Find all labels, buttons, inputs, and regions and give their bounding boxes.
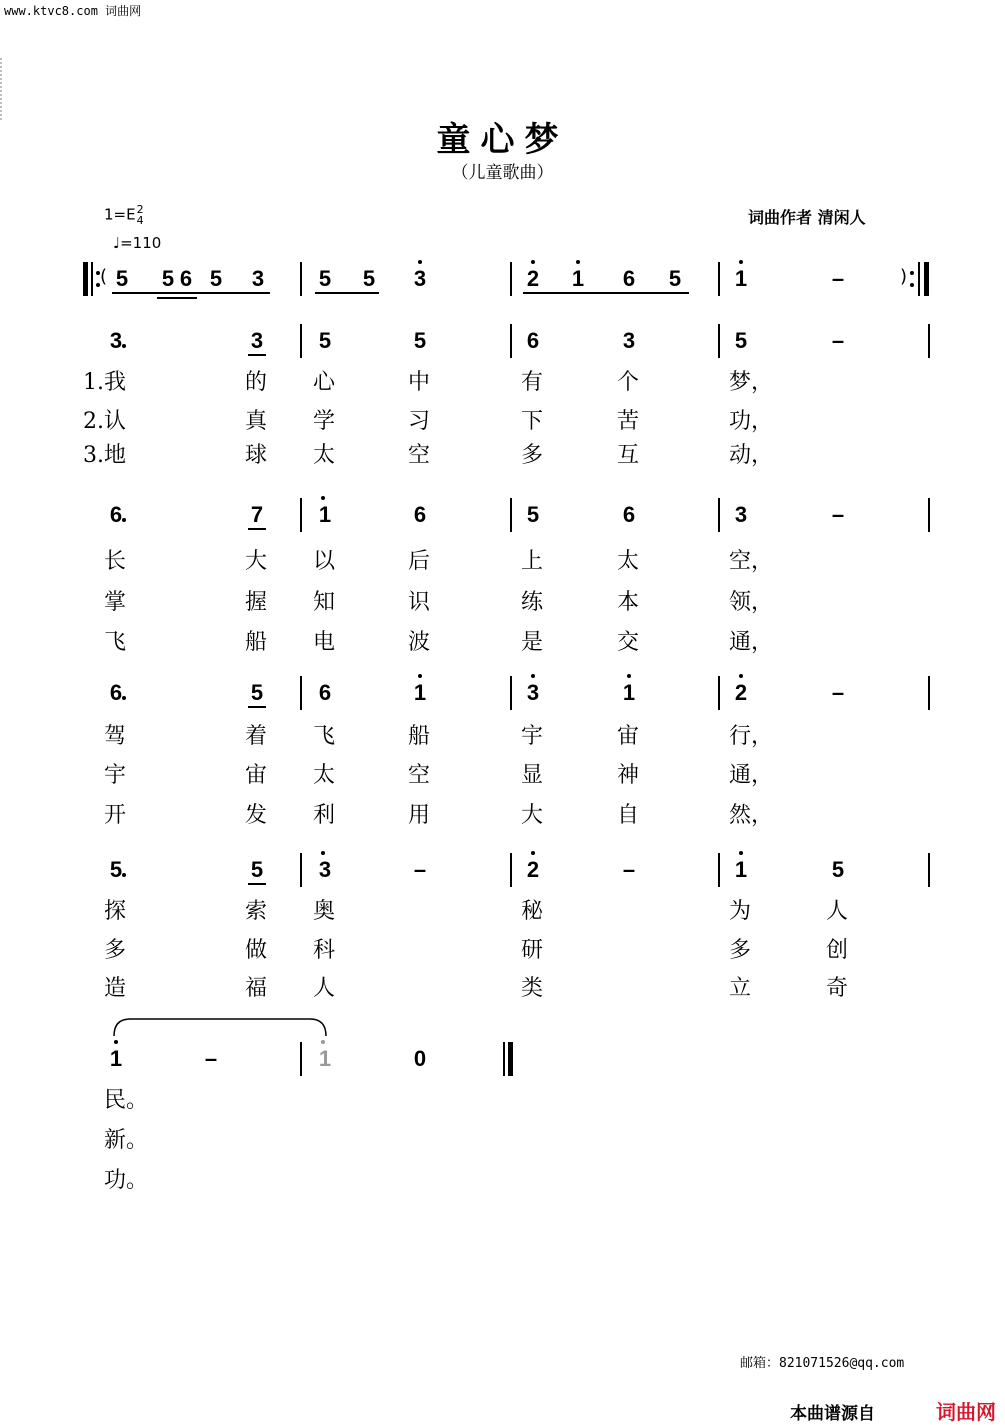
lyric: 心 — [313, 370, 336, 395]
note: 5 — [668, 266, 682, 291]
note: 5 — [831, 857, 845, 882]
note: 6 — [179, 266, 193, 291]
dash: – — [831, 266, 845, 291]
repeat-barline — [83, 262, 88, 296]
note: 6 — [622, 502, 636, 527]
note: 6 — [109, 502, 123, 527]
lyric: 利 — [313, 803, 336, 828]
lyric: 真 — [245, 409, 268, 434]
lyric: 宙 — [617, 724, 640, 749]
lyric: 宇 — [521, 724, 544, 749]
lyric: 奇 — [826, 976, 849, 1001]
margin-dots — [0, 58, 6, 120]
repeat-dot — [910, 283, 914, 287]
lyric: 波 — [408, 630, 431, 655]
barline — [928, 853, 930, 887]
note: 3 — [251, 266, 265, 291]
lyric: 创 — [826, 938, 849, 963]
augmentation-dot — [122, 696, 126, 700]
lyric: 人 — [826, 899, 849, 924]
lyric: 民。 — [104, 1088, 149, 1113]
note: 2 — [526, 266, 540, 291]
barline — [718, 676, 720, 710]
note: 5 — [318, 328, 332, 353]
lyric: 互 — [617, 443, 640, 468]
barline — [300, 1042, 302, 1076]
barline — [300, 676, 302, 710]
note: 5 — [734, 328, 748, 353]
dash: – — [622, 857, 636, 882]
note: 6 — [318, 680, 332, 705]
lyric: 1.我 — [83, 370, 126, 395]
lyric: 多 — [104, 938, 127, 963]
barline — [928, 676, 930, 710]
lyric: 习 — [408, 409, 431, 434]
lyric: 交 — [617, 630, 640, 655]
quarter-note-icon: ♩ — [113, 234, 121, 252]
lyric: 2.认 — [83, 409, 126, 434]
note: 1 — [622, 680, 636, 705]
dash: – — [831, 328, 845, 353]
note: 3 — [526, 680, 540, 705]
high-octave-dot — [321, 851, 325, 855]
lyric: 太 — [617, 549, 640, 574]
lyric: 功。 — [104, 1168, 149, 1193]
barline — [718, 853, 720, 887]
lyric: 本 — [617, 590, 640, 615]
repeat-barline — [924, 262, 929, 296]
site-url[interactable]: www.ktvc8.com 词曲网 — [4, 4, 142, 18]
lyric: 多 — [729, 938, 752, 963]
note: 5 — [250, 680, 264, 705]
lyric: 通， — [729, 630, 774, 655]
lyric: 球 — [245, 443, 268, 468]
lyric: 造 — [104, 976, 127, 1001]
song-title: 童心梦 — [436, 120, 569, 160]
barline — [718, 324, 720, 358]
lyric: 通， — [729, 763, 774, 788]
site-logo[interactable]: 词曲网 — [936, 1400, 996, 1424]
note: 7 — [250, 502, 264, 527]
repeat-barline-thin — [91, 262, 93, 296]
lyric: 下 — [521, 409, 544, 434]
repeat-dot — [910, 271, 914, 275]
lyric: 动， — [729, 443, 774, 468]
note: 1 — [318, 1046, 332, 1071]
barline — [300, 498, 302, 532]
intro-paren-close: ) — [900, 266, 908, 287]
lyric: 宙 — [245, 763, 268, 788]
dash: – — [831, 680, 845, 705]
dash: – — [831, 502, 845, 527]
barline — [510, 324, 512, 358]
augmentation-dot — [122, 873, 126, 877]
lyric: 新。 — [104, 1128, 149, 1153]
barline — [300, 262, 302, 296]
lyric: 船 — [245, 630, 268, 655]
note: 1 — [109, 1046, 123, 1071]
high-octave-dot — [531, 851, 535, 855]
lyric: 飞 — [313, 724, 336, 749]
lyric: 是 — [521, 630, 544, 655]
time-signature — [137, 204, 144, 226]
lyric: 自 — [617, 803, 640, 828]
augmentation-dot — [122, 344, 126, 348]
note: 3 — [622, 328, 636, 353]
high-octave-dot — [418, 260, 422, 264]
lyric: 显 — [521, 763, 544, 788]
high-octave-dot — [739, 851, 743, 855]
lyric: 着 — [245, 724, 268, 749]
barline — [510, 853, 512, 887]
final-barline — [508, 1042, 513, 1076]
tempo-value: =110 — [120, 234, 162, 252]
note: 6 — [526, 328, 540, 353]
lyric: 梦， — [729, 370, 774, 395]
lyric: 用 — [408, 803, 431, 828]
rest: 0 — [413, 1046, 427, 1071]
lyric: 大 — [245, 549, 268, 574]
barline — [718, 262, 720, 296]
high-octave-dot — [531, 674, 535, 678]
barline — [300, 853, 302, 887]
lyric: 奥 — [313, 899, 336, 924]
note: 2 — [526, 857, 540, 882]
note: 5 — [413, 328, 427, 353]
lyric: 掌 — [104, 590, 127, 615]
lyric: 研 — [521, 938, 544, 963]
high-octave-dot — [418, 674, 422, 678]
barline — [718, 498, 720, 532]
eighth-underline — [248, 706, 266, 708]
lyric: 索 — [245, 899, 268, 924]
source-label: 本曲谱源自 — [790, 1404, 875, 1424]
key-label: 1=E — [104, 205, 136, 224]
high-octave-dot — [321, 496, 325, 500]
note: 1 — [571, 266, 585, 291]
song-subtitle: （儿童歌曲） — [451, 163, 554, 183]
lyric: 发 — [245, 803, 268, 828]
lyric: 行， — [729, 724, 774, 749]
high-octave-dot — [739, 260, 743, 264]
tempo-mark — [113, 234, 161, 252]
note: 3 — [318, 857, 332, 882]
lyric: 个 — [617, 370, 640, 395]
eighth-underline — [523, 292, 689, 294]
lyric: 练 — [521, 590, 544, 615]
lyric: 太 — [313, 443, 336, 468]
lyric: 宇 — [104, 763, 127, 788]
high-octave-dot — [627, 674, 631, 678]
high-octave-dot — [114, 1040, 118, 1044]
author-credit: 词曲作者 清闲人 — [748, 208, 866, 227]
lyric: 上 — [521, 549, 544, 574]
lyric: 福 — [245, 976, 268, 1001]
note: 1 — [413, 680, 427, 705]
eighth-underline — [248, 883, 266, 885]
lyric: 船 — [408, 724, 431, 749]
lyric: 为 — [729, 899, 752, 924]
lyric: 驾 — [104, 724, 127, 749]
lyric: 做 — [245, 938, 268, 963]
barline — [510, 262, 512, 296]
contact-email: 邮箱：821071526@qq.com — [740, 1356, 905, 1371]
lyric: 立 — [729, 976, 752, 1001]
lyric: 空 — [408, 763, 431, 788]
lyric: 多 — [521, 443, 544, 468]
note: 1 — [734, 857, 748, 882]
barline — [510, 676, 512, 710]
note: 5 — [109, 857, 123, 882]
high-octave-dot — [531, 260, 535, 264]
note: 1 — [734, 266, 748, 291]
lyric: 飞 — [104, 630, 127, 655]
lyric: 电 — [313, 630, 336, 655]
augmentation-dot — [122, 518, 126, 522]
dash: – — [413, 857, 427, 882]
note: 5 — [318, 266, 332, 291]
lyric: 后 — [408, 549, 431, 574]
note: 1 — [318, 502, 332, 527]
note: 5 — [161, 266, 175, 291]
note: 5 — [250, 857, 264, 882]
note: 3 — [734, 502, 748, 527]
lyric: 空 — [408, 443, 431, 468]
note: 5 — [362, 266, 376, 291]
time-top: 2 — [136, 203, 144, 216]
final-barline-thin — [503, 1042, 505, 1076]
eighth-underline — [248, 354, 266, 356]
note: 3 — [413, 266, 427, 291]
note: 6 — [622, 266, 636, 291]
key-signature — [104, 204, 144, 226]
tie-arc — [112, 1016, 328, 1038]
lyric: 有 — [521, 370, 544, 395]
lyric: 探 — [104, 899, 127, 924]
lyric: 苦 — [617, 409, 640, 434]
lyric: 类 — [521, 976, 544, 1001]
high-octave-dot — [739, 674, 743, 678]
note: 6 — [413, 502, 427, 527]
lyric: 中 — [408, 370, 431, 395]
barline — [928, 498, 930, 532]
intro-paren-open: ( — [100, 266, 108, 287]
lyric: 知 — [313, 590, 336, 615]
lyric: 人 — [313, 976, 336, 1001]
lyric: 以 — [313, 549, 336, 574]
note: 6 — [109, 680, 123, 705]
lyric: 神 — [617, 763, 640, 788]
lyric: 科 — [313, 938, 336, 963]
time-bottom: 4 — [136, 214, 144, 227]
barline — [928, 324, 930, 358]
barline — [510, 498, 512, 532]
lyric: 功， — [729, 409, 774, 434]
barline — [300, 324, 302, 358]
note: 2 — [734, 680, 748, 705]
note: 3 — [109, 328, 123, 353]
lyric: 然， — [729, 803, 774, 828]
eighth-underline — [315, 292, 379, 294]
high-octave-dot — [576, 260, 580, 264]
repeat-barline-thin — [918, 262, 920, 296]
lyric: 3.地 — [83, 443, 126, 468]
note: 5 — [209, 266, 223, 291]
lyric: 领， — [729, 590, 774, 615]
lyric: 学 — [313, 409, 336, 434]
lyric: 的 — [245, 370, 268, 395]
eighth-underline — [248, 528, 266, 530]
lyric: 开 — [104, 803, 127, 828]
eighth-underline — [112, 292, 270, 294]
note: 3 — [250, 328, 264, 353]
lyric: 秘 — [521, 899, 544, 924]
high-octave-dot — [321, 1040, 325, 1044]
lyric: 长 — [104, 549, 127, 574]
lyric: 太 — [313, 763, 336, 788]
sixteenth-underline — [157, 297, 197, 299]
lyric: 大 — [521, 803, 544, 828]
note: 5 — [115, 266, 129, 291]
dash: – — [204, 1046, 218, 1071]
note: 5 — [526, 502, 540, 527]
lyric: 识 — [408, 590, 431, 615]
lyric: 空， — [729, 549, 774, 574]
lyric: 握 — [245, 590, 268, 615]
